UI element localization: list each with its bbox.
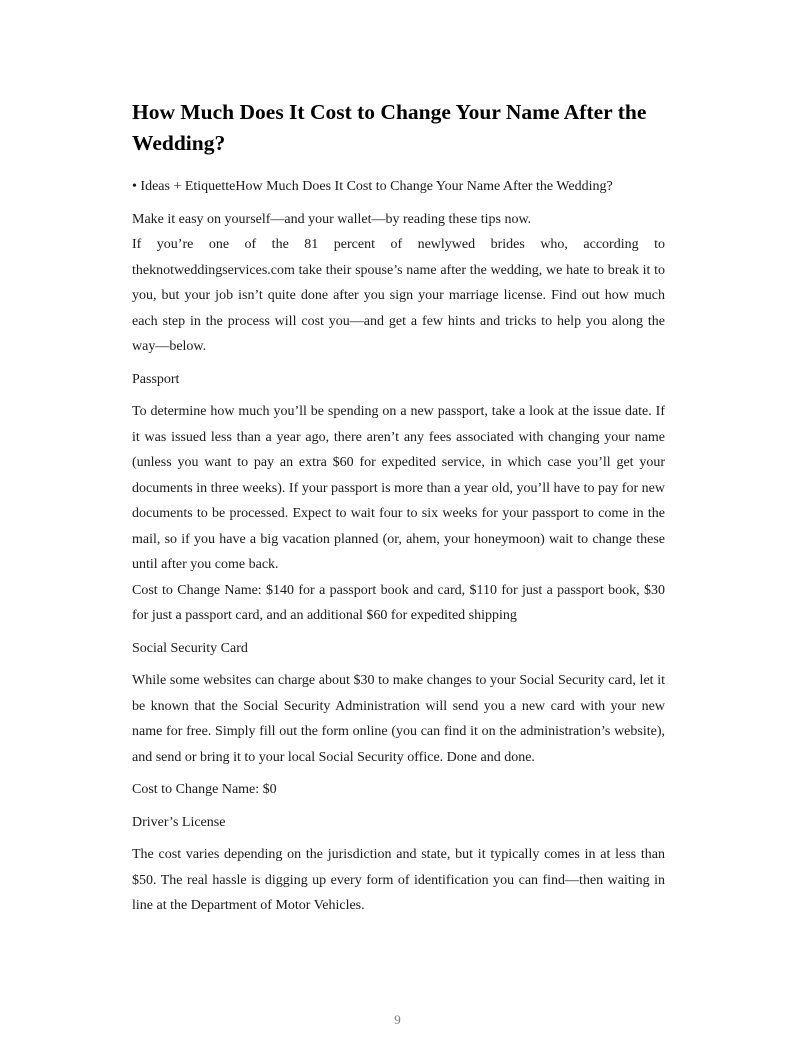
social-security-paragraph: While some websites can charge about $30 to make changes to your Social Security card, let it be known that the Social Security Administration will send you a new card with your new name for free. Simply fill out the form online (you can find it on the administration’s website), and send or bring it to your local Social Security office. Done and done.: [132, 673, 665, 765]
social-security-cost-line: Cost to Change Name: $0: [132, 782, 277, 798]
intro-teaser-line: Make it easy on yourself—and your wallet—by reading these tips now.: [132, 211, 532, 227]
passport-cost-line: Cost to Change Name: $140 for a passport book and card, $110 for just a passport book, $30 for just a passport card, and an additional $60 for expedited shipping: [132, 582, 665, 624]
page-title: How Much Does It Cost to Change Your Name After the Wedding?: [132, 100, 647, 156]
heading-drivers-license: Driver’s License: [132, 814, 226, 830]
intro-paragraph: If you’re one of the 81 percent of newlywed brides who, according to theknotweddingservices.com take their spouse’s name after the wedding, we hate to break it to you, but your job isn’t quite done after you sign your marriage license. Find out how much each step in the process will cost you—and get a few hints and tricks to help you along the way—below.: [132, 237, 665, 355]
document-body: [132, 97, 665, 926]
drivers-license-paragraph: The cost varies depending on the jurisdiction and state, but it typically comes in at less than $50. The real hassle is digging up every form of identification you can find—then waiting in line at the Department of Motor Vehicles.: [132, 847, 665, 914]
passport-paragraph: To determine how much you’ll be spending on a new passport, take a look at the issue date. If it was issued less than a year ago, there aren’t any fees associated with changing your name (unless you want to pay an extra $60 for expedited service, in which case you’ll get your documents in three weeks). If your passport is more than a year old, you’ll have to pay for new documents to be processed. Expect to wait four to six weeks for your passport to come in the mail, so if you have a big vacation planned (or, ahem, your honeymoon) wait to change these until after you come back.: [132, 404, 665, 573]
heading-social-security-card: Social Security Card: [132, 640, 248, 656]
page-number: 9: [394, 1012, 401, 1027]
heading-passport: Passport: [132, 371, 180, 387]
category-line: • Ideas + EtiquetteHow Much Does It Cost to Change Your Name After the Wedding?: [132, 179, 613, 195]
